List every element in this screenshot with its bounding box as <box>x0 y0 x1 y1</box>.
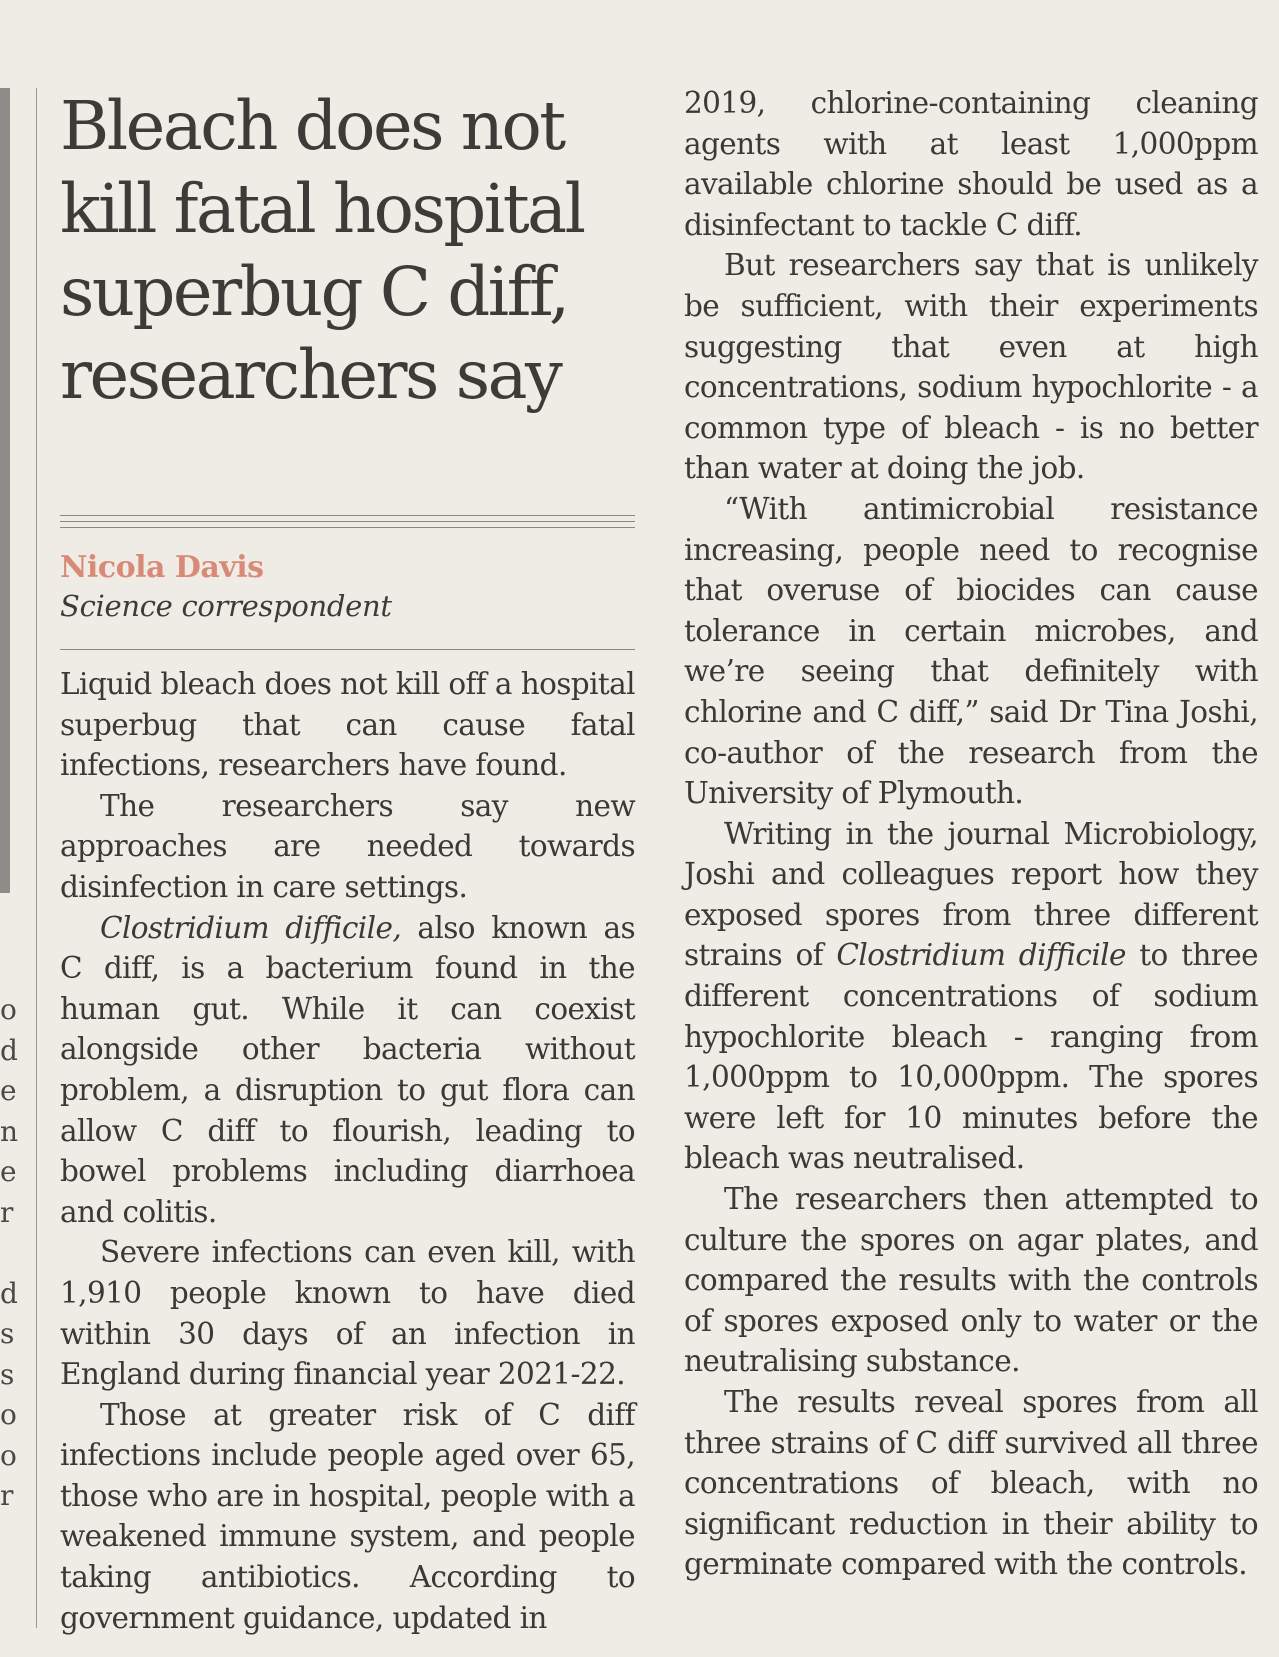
article-headline: Bleach does not kill fatal hospital superbug C diff, researchers say <box>60 87 584 414</box>
paragraph: The results reveal spores from all three strains of C diff survived all three concentrations of bleach, with no significant reduction in their ability to germinate compared with the controls. <box>684 1385 1258 1582</box>
byline-divider <box>60 649 635 650</box>
edge-letter: o <box>0 1438 17 1472</box>
column-divider <box>36 88 37 1628</box>
edge-letter: e <box>0 1155 17 1188</box>
article-left-column <box>60 85 635 1638</box>
adjacent-column-image-edge <box>0 88 10 893</box>
paragraph: The researchers then attempted to culture the spores on agar plates, and compared the results with the controls of spores exposed only to water or the neutralising substance. <box>684 1182 1258 1379</box>
paragraph <box>60 908 635 1233</box>
paragraph-text: also known as C diff, is a bacterium found in the human gut. While it can coexist alongside other bacteria without problem, a disruption to gut flora can allow C diff to flourish, leading to bowel problems including diarrhoea and colitis. <box>60 910 635 1229</box>
paragraph: Liquid bleach does not kill off a hospital superbug that can cause fatal infections, researchers have found. <box>60 667 635 783</box>
paragraph: “With antimicrobial resistance increasing, people need to recognise that overuse of biocides can cause tolerance in certain microbes, and we’re seeing that definitely with chlorine and C diff,” said Dr Tina Joshi, co-author of the research from the University of Plymouth. <box>684 491 1258 811</box>
paragraph: Those at greater risk of C diff infections include people aged over 65, those who are in hospital, people with a weakened immune system, and people taking antibiotics. According to government guidance, updated in <box>60 1397 635 1635</box>
byline-role: Science correspondent <box>60 589 392 623</box>
adjacent-column-text-fragment <box>0 990 19 1517</box>
edge-letter: d <box>0 1276 18 1310</box>
article-body-right <box>684 83 1258 1585</box>
headline-rules <box>60 515 635 528</box>
edge-letter: d <box>0 1033 18 1067</box>
edge-letter: e <box>0 1074 17 1107</box>
paragraph: Severe infections can even kill, with 1,910 people known to have died within 30 days of an infection in England during financial year 2021-22. <box>60 1235 635 1392</box>
edge-letter <box>0 1233 14 1274</box>
edge-letter: n <box>0 1114 19 1148</box>
edge-letter: r <box>0 1195 14 1229</box>
edge-letter: o <box>0 1398 17 1431</box>
paragraph: The researchers say new approaches are needed towards disinfection in care settings. <box>60 788 635 904</box>
edge-letter: o <box>0 993 17 1026</box>
species-name: Clostridium difficile, <box>100 910 402 945</box>
article-right-column <box>684 83 1258 1585</box>
species-name: Clostridium difficile <box>836 938 1126 973</box>
paragraph: But researchers say that is unlikely be sufficient, with their experiments suggesting that even at high concentrations, sodium hypochlorite - a common type of bleach - is no better than water at doing the job. <box>684 248 1258 486</box>
paragraph-text: to three different concentrations of sodium hypochlorite bleach - ranging from 1,000ppm to 10,000ppm. The spores were left for 10 minutes before the bleach was neutralised. <box>684 938 1259 1176</box>
edge-letter: r <box>0 1479 14 1512</box>
paragraph: 2019, chlorine-containing cleaning agents with at least 1,000ppm available chlorine should be used as a disinfectant to tackle C diff. <box>684 86 1258 242</box>
byline-author: Nicola Davis <box>60 550 264 585</box>
edge-letter: s <box>0 1317 15 1350</box>
article-body-left <box>60 664 635 1638</box>
paragraph <box>684 814 1258 1179</box>
paragraph-text: Writing in the journal Microbiology, Joshi and colleagues report how they exposed spores from three different strains of <box>684 816 1258 973</box>
edge-letter: s <box>0 1357 15 1391</box>
